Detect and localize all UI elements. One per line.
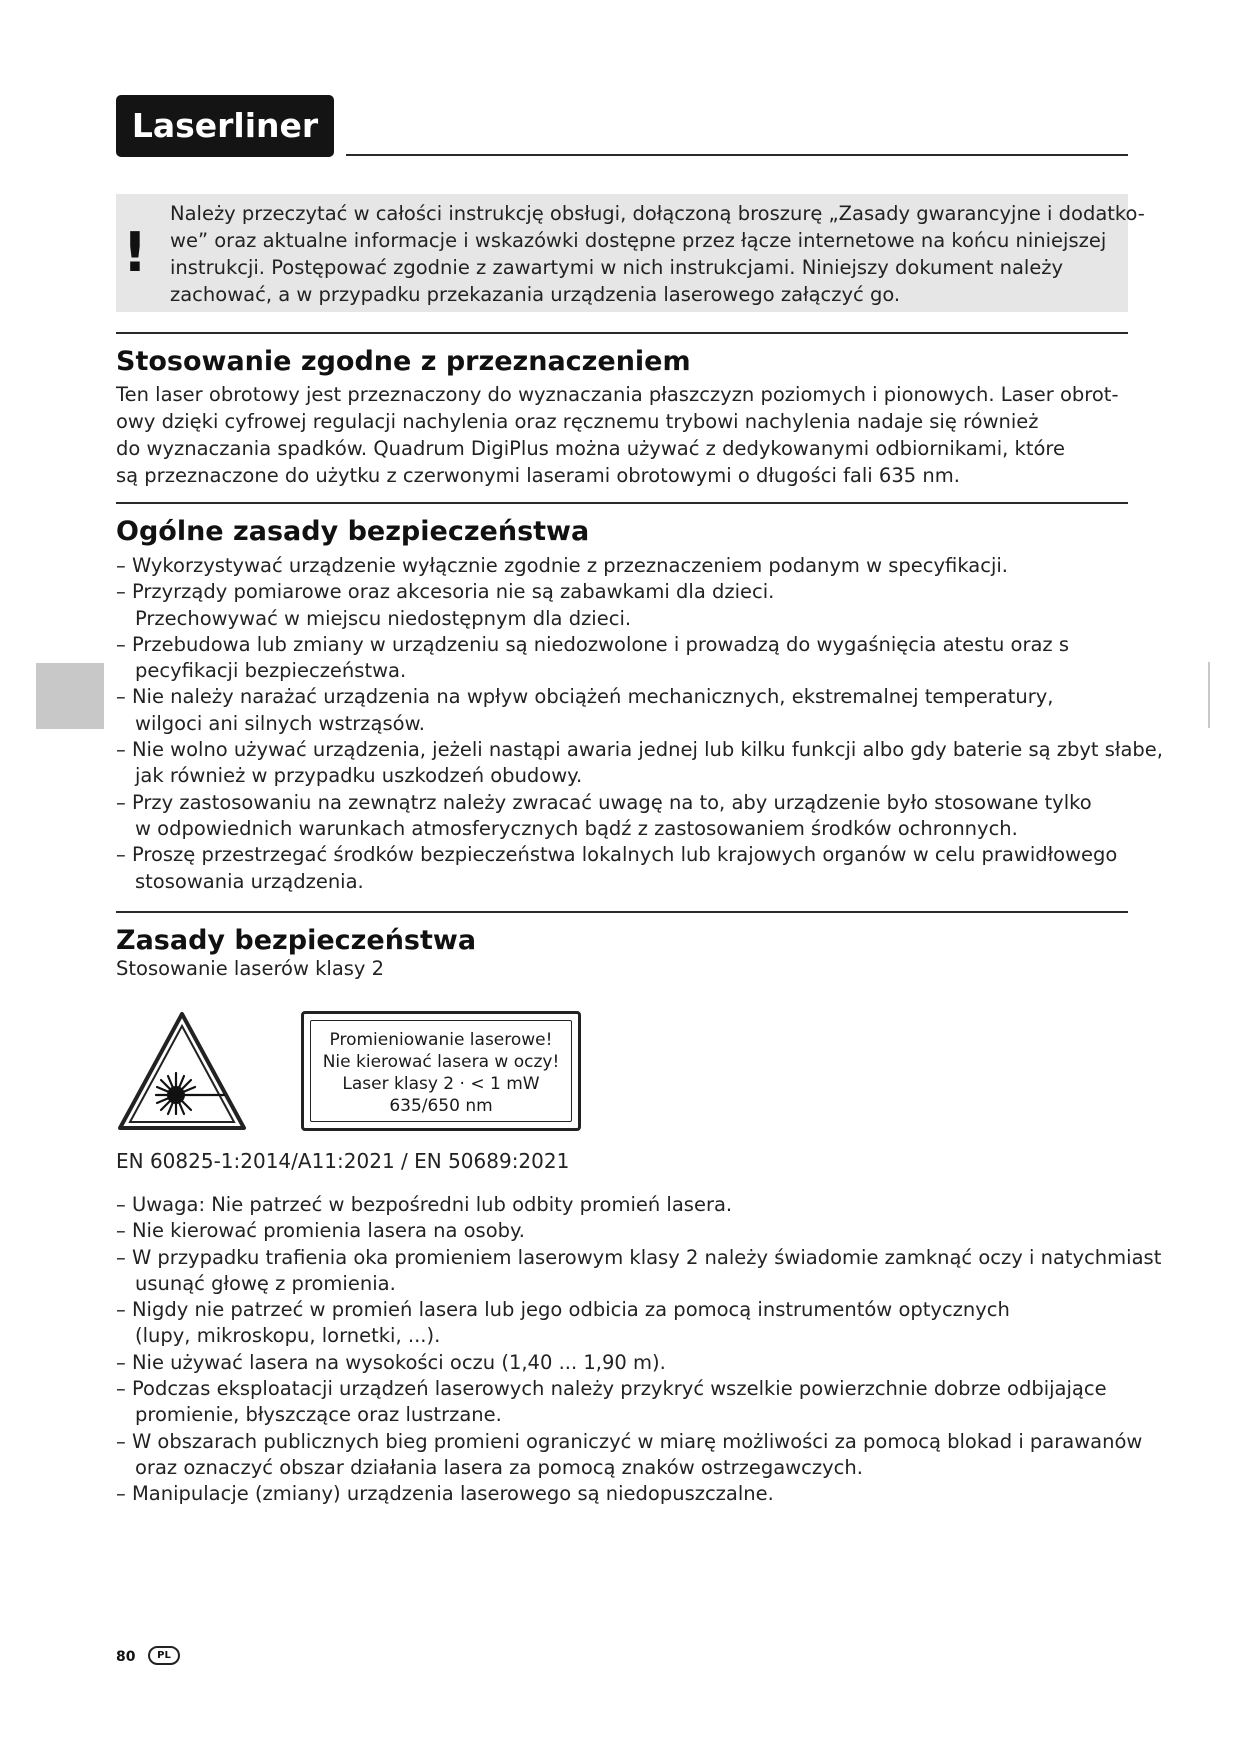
use-paragraph [116, 381, 1119, 489]
list-item: – W przypadku trafienia oka promieniem laserowym klasy 2 należy świadomie zamknąć oczy i natychmiast [116, 1245, 1162, 1269]
list-item: – Przy zastosowaniu na zewnątrz należy zwracać uwagę na to, aby urządzenie było stosowane tylko [116, 790, 1092, 814]
list-item-continuation: usunąć głowę z promienia. [135, 1271, 396, 1295]
list-item-continuation: oraz oznaczyć obszar działania lasera za pomocą znaków ostrzegawczych. [135, 1455, 863, 1479]
list-item-continuation: Przechowywać w miejscu niedostępnym dla dzieci. [135, 606, 632, 630]
header-rule [346, 154, 1128, 156]
list-item: – Uwaga: Nie patrzeć w bezpośredni lub odbity promień lasera. [116, 1193, 733, 1216]
section-divider [116, 332, 1128, 334]
list-item-continuation: promienie, błyszczące oraz lustrzane. [135, 1403, 502, 1427]
list-item-continuation: jak również w przypadku uszkodzeń obudowy. [135, 764, 583, 788]
list-item: – Proszę przestrzegać środków bezpieczeństwa lokalnych lub krajowych organów w celu prawidłowego [116, 843, 1118, 867]
paragraph-line: do wyznaczania spadków. Quadrum DigiPlus można używać z dedykowanymi odbiornikami, które [116, 437, 1065, 460]
list-item: – W obszarach publicznych bieg promieni ograniczyć w miarę możliwości za pomocą blokad i parawanów [116, 1429, 1143, 1453]
list-item-continuation: stosowania urządzenia. [135, 869, 364, 893]
list-item: – Nie należy narażać urządzenia na wpływ obciążeń mechanicznych, ekstremalnej temperatury, [116, 685, 1054, 709]
paragraph-line: Ten laser obrotowy jest przeznaczony do wyznaczania płaszczyzn poziomych i pionowych. Laser obrot- [116, 383, 1119, 406]
notice-line: zachować, a w przypadku przekazania urządzenia laserowego załączyć go. [170, 283, 901, 306]
notice-box [116, 194, 1145, 312]
list-item: – Nie wolno używać urządzenia, jeżeli nastąpi awaria jednej lub kilku funkcji albo gdy baterie są zbyt słabe, [116, 738, 1163, 762]
laserliner-logo: Laserliner [116, 95, 334, 157]
paragraph-line: są przeznaczone do użytku z czerwonymi laserami obrotowymi o długości fali 635 nm. [116, 464, 960, 487]
list-item: – Manipulacje (zmiany) urządzenia laserowego są niedopuszczalne. [116, 1482, 774, 1506]
label-line: Nie kierować lasera w oczy! [322, 1052, 560, 1072]
list-item: – Przebudowa lub zmiany w urządzeniu są niedozwolone i prowadzą do wygaśnięcia atestu oraz s [116, 632, 1070, 656]
standards-reference: EN 60825-1:2014/A11:2021 / EN 50689:2021 [116, 1149, 570, 1173]
notice-line: we” oraz aktualne informacje i wskazówki dostępne przez łącze internetowe na końcu niniejszej [170, 229, 1107, 252]
laser-warning-icon [116, 1010, 248, 1132]
section-divider [116, 502, 1128, 504]
laser-class-subtitle: Stosowanie laserów klasy 2 [116, 957, 385, 980]
language-badge: PL [148, 1646, 180, 1665]
list-item: – Nie używać lasera na wysokości oczu (1,40 ... 1,90 m). [116, 1350, 666, 1374]
exclamation-icon: ! [122, 221, 148, 284]
label-line: Laser klasy 2 · < 1 mW [342, 1074, 540, 1094]
laser-class-label [301, 1011, 581, 1131]
label-line: Promieniowanie laserowe! [329, 1030, 553, 1050]
section-title-general: Ogólne zasady bezpieczeństwa [116, 516, 590, 547]
section-divider [116, 911, 1128, 913]
page-edge-marker [1208, 662, 1210, 728]
notice-text [170, 200, 1145, 308]
section-title-use: Stosowanie zgodne z przeznaczeniem [116, 346, 691, 377]
label-line: 635/650 nm [389, 1096, 493, 1116]
general-safety-list [116, 553, 1163, 895]
paragraph-line: owy dzięki cyfrowej regulacji nachylenia oraz ręcznemu trybowi nachylenia nadaje się również [116, 410, 1039, 433]
list-item: – Przyrządy pomiarowe oraz akcesoria nie są zabawkami dla dzieci. [116, 580, 775, 604]
list-item-continuation: w odpowiednich warunkach atmosferycznych bądź z zastosowaniem środków ochronnych. [135, 816, 1018, 840]
notice-line: Należy przeczytać w całości instrukcję obsługi, dołączoną broszurę „Zasady gwarancyjne i dodatko- [170, 202, 1145, 225]
section-title-laser: Zasady bezpieczeństwa [116, 925, 477, 956]
chapter-tab-marker [36, 663, 104, 729]
notice-line: instrukcji. Postępować zgodnie z zawartymi w nich instrukcjami. Niniejszy dokument należy [170, 256, 1064, 279]
list-item: – Wykorzystywać urządzenie wyłącznie zgodnie z przeznaczeniem podanym w specyfikacji. [116, 554, 1008, 577]
list-item-continuation: wilgoci ani silnych wstrząsów. [135, 711, 425, 735]
laser-safety-list [116, 1192, 1162, 1508]
list-item: – Nigdy nie patrzeć w promień lasera lub jego odbicia za pomocą instrumentów optycznych [116, 1298, 1010, 1322]
page-number: 80 [116, 1649, 136, 1665]
list-item: – Podczas eksploatacji urządzeń laserowych należy przykryć wszelkie powierzchnie dobrze odbijające [116, 1377, 1107, 1401]
list-item: – Nie kierować promienia lasera na osoby. [116, 1219, 525, 1243]
list-item-continuation: pecyfikacji bezpieczeństwa. [135, 659, 407, 683]
list-item-continuation: (lupy, mikroskopu, lornetki, ...). [135, 1324, 441, 1348]
